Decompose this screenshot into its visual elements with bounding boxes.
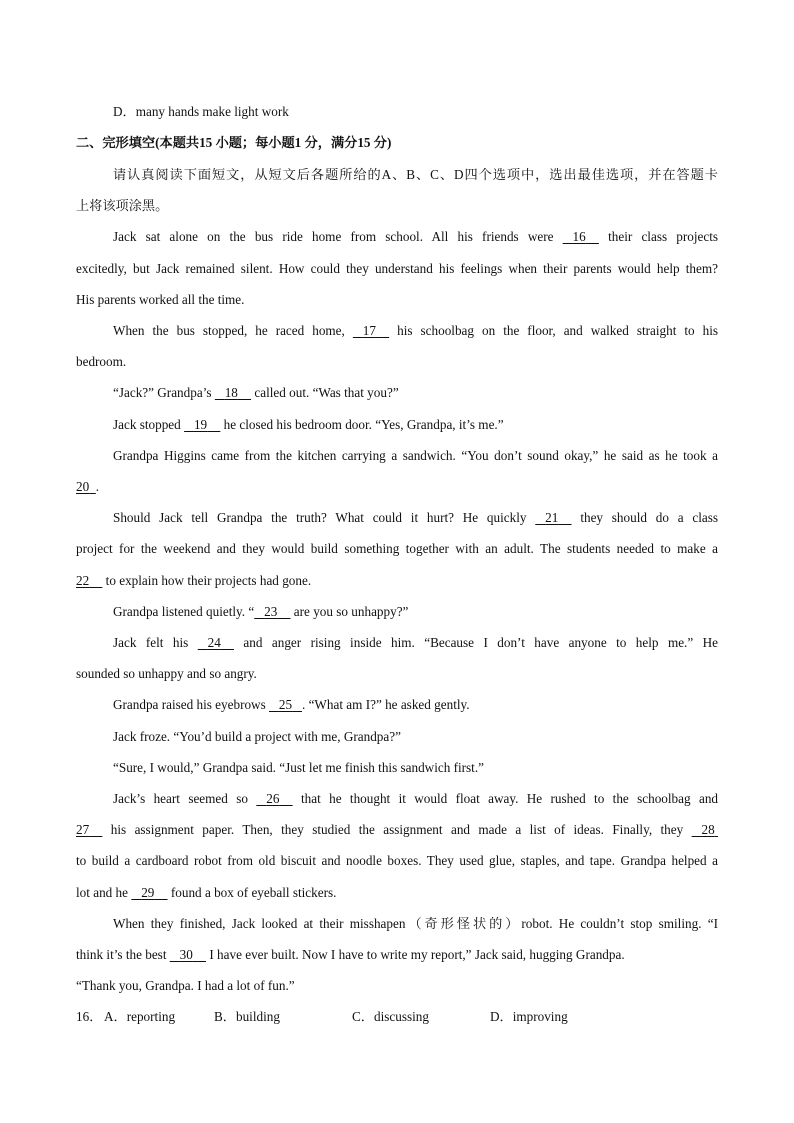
passage-text: Grandpa Higgins came from the kitchen carrying a sandwich. “You don’t sound okay,” he said as he took a [113,448,718,463]
blank-16 [563,228,599,246]
option-text: D．many hands make light work [113,104,289,119]
passage-line [113,790,718,808]
passage-line [113,384,718,402]
blank-number: 29 [141,885,155,900]
instruction-line-2 [76,197,718,215]
passage-text: excitedly, but Jack remained silent. How could they understand his feelings when their parents would help them? [76,261,718,276]
blank-number: 28 [701,822,715,837]
passage-line [113,416,718,434]
passage-line [76,260,718,278]
passage-text: think it’s the best [76,947,167,962]
option-d[interactable]: D．improving [490,1009,568,1024]
passage-text: Jack froze. “You’d build a project with me, Grandpa?” [113,729,401,744]
blank-number: 17 [362,323,376,338]
blank-number: 23 [264,604,278,619]
passage-text: found a box of eyeball stickers. [170,885,337,900]
option-d-previous-question [113,103,718,121]
section-heading [76,134,718,152]
blank-30 [170,946,206,964]
passage-text: Grandpa listened quietly. “ [113,604,255,619]
blank-number: 21 [545,510,559,525]
option-b[interactable]: B．building [214,1009,280,1024]
passage-line [113,603,718,621]
blank-number: 20 [76,479,90,494]
blank-number: 22 [76,573,90,588]
passage-text: that he thought it would float away. He rushed to the schoolbag and [300,791,719,806]
passage-line [113,915,718,933]
passage-text: to explain how their projects had gone. [105,573,312,588]
passage-text: “Jack?” Grandpa’s [113,385,212,400]
blank-20 [76,478,96,496]
passage-text: Jack felt his [113,635,189,650]
passage-text: . “What am I?” he asked gently. [301,697,470,712]
passage-text: project for the weekend and they would build something together with an adult. The students needed to make a [76,541,718,556]
passage-line [113,228,718,246]
blank-number: 25 [278,697,293,712]
passage-text: Should Jack tell Grandpa the truth? What could it hurt? He quickly [113,510,527,525]
passage-text: he closed his bedroom door. “Yes, Grandpa, it’s me.” [223,417,504,432]
passage-text: His parents worked all the time. [76,292,245,307]
blank-19 [184,416,220,434]
instruction-text-1: 请认真阅读下面短文，从短文后各题所给的A、B、C、D四个选项中，选出最佳选项，并在答题卡 [113,167,718,182]
passage-line [76,353,718,371]
passage-text: bedroom. [76,354,127,369]
blank-22 [76,572,102,590]
passage-text: they should do a class [580,510,718,525]
passage-text: Jack stopped [113,417,181,432]
passage-line [113,634,718,652]
passage-line [113,447,718,465]
passage-text: to build a cardboard robot from old biscuit and noodle boxes. They used glue, staples, and tape. Grandpa helped a [76,853,718,868]
section-heading-text: 二、完形填空(本题共15 小题；每小题1 分，满分15 分) [76,135,392,150]
blank-27 [76,821,102,839]
passage-text: his assignment paper. Then, they studied the assignment and made a list of ideas. Finally, they [110,822,684,837]
passage-text: Jack sat alone on the bus ride home from school. All his friends were [113,229,554,244]
passage-line [76,946,718,964]
passage-text: “Thank you, Grandpa. I had a lot of fun.” [76,978,295,993]
passage-text: his schoolbag on the floor, and walked straight to his [397,323,719,338]
blank-number: 30 [179,947,193,962]
passage-line [76,478,718,496]
passage-text: and anger rising inside him. “Because I don’t have anyone to help me.” He [243,635,719,650]
option-c[interactable]: C．discussing [352,1009,429,1024]
passage-text: “Sure, I would,” Grandpa said. “Just let me finish this sandwich first.” [113,760,485,775]
blank-number: 18 [224,385,238,400]
passage-line [76,852,718,870]
passage-line [76,572,718,590]
blank-number: 16 [572,229,586,244]
passage-line [76,540,718,558]
passage-line [76,291,718,309]
passage-text: When the bus stopped, he raced home, [113,323,345,338]
passage-text: called out. “Was that you?” [254,385,399,400]
blank-17 [353,322,389,340]
passage-line [76,665,718,683]
blank-number: 26 [266,791,280,806]
blank-18 [215,384,251,402]
option-a[interactable]: A．reporting [104,1009,176,1024]
passage-line [113,759,718,777]
passage-line [76,821,718,839]
instruction-line-1 [113,166,718,184]
passage-text: Jack’s heart seemed so [113,791,248,806]
passage-text: lot and he [76,885,129,900]
instruction-text-2: 上将该项涂黑。 [76,198,169,213]
passage-text: sounded so unhappy and so angry. [76,666,257,681]
passage-text: When they finished, Jack looked at their misshapen（奇形怪状的）robot. He couldn’t stop smiling. “I [113,916,718,931]
question-16-options [76,1008,676,1026]
passage-text: Grandpa raised his eyebrows [113,697,266,712]
passage-line [113,509,718,527]
blank-number: 24 [207,635,221,650]
blank-23 [254,603,290,621]
blank-number: 19 [193,417,208,432]
blank-29 [131,884,167,902]
blank-24 [198,634,234,652]
passage-text: their class projects [608,229,719,244]
blank-28 [692,821,718,839]
blank-number: 27 [76,822,90,837]
passage-line [113,696,718,714]
question-number: 16． [76,1009,103,1024]
passage-line [76,977,718,995]
blank-25 [269,696,302,714]
blank-26 [256,790,292,808]
blank-21 [535,509,571,527]
passage-line [76,884,718,902]
passage-text: are you so unhappy?” [293,604,409,619]
passage-line [113,728,718,746]
passage-line [113,322,718,340]
passage-text: I have ever built. Now I have to write my report,” Jack said, hugging Grandpa. [209,947,625,962]
passage-text: . [95,479,100,494]
